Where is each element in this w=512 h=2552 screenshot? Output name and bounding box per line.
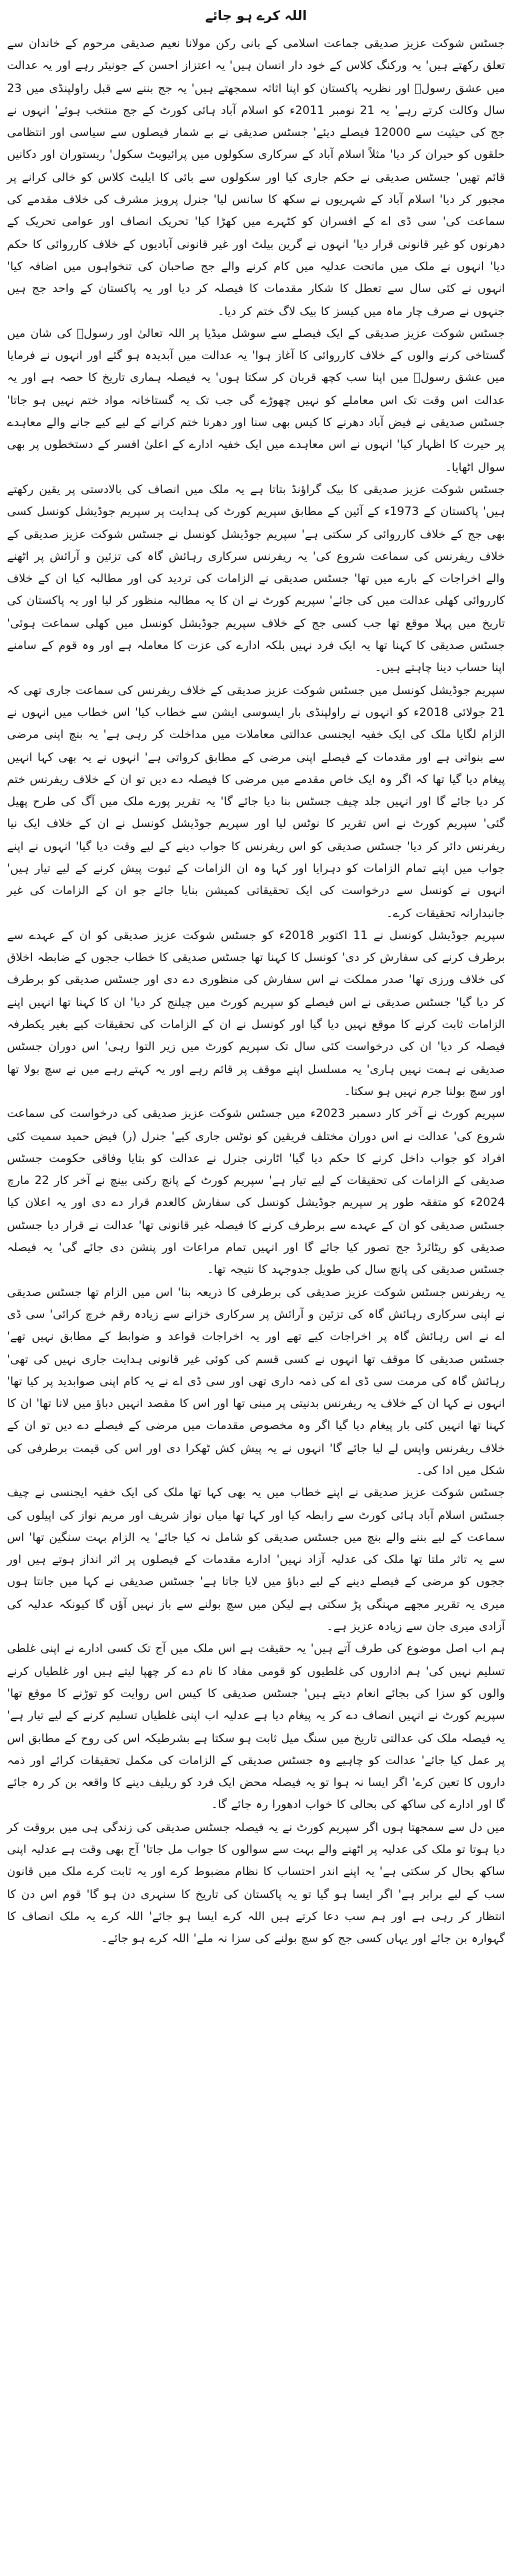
article-paragraph: سپریم جوڈیشل کونسل میں جسٹس شوکت عزیز صدیقی کے خلاف ریفرنس کی سماعت جاری تھی کہ 21 جولائی 2018ء کو انہوں نے راولپنڈی بار ایسوسی ایشن سے خطاب کیا' اس خطاب میں انہوں نے الزام لگایا ملک کی ایک خفیہ ایجنسی عدالتی معاملات میں مداخلت کر رہی ہے' یہ بنچ اپنی مرضی سے بنواتی ہے اور مقدمات کے فیصلے اپنی مرضی کے مطابق کرواتی ہے' انہوں نے یہ بھی کہا انہیں پیغام دیا گیا تھا کہ اگر وہ ایک خاص مقدمے میں مرضی کا فیصلہ دے دیں تو ان کے خلاف ریفرنس ختم کر دیا جائے گا اور انہیں جلد چیف جسٹس بنا دیا جائے گا' یہ تقریر پورے ملک میں آگ کی طرح پھیل گئی' سپریم کورٹ نے اس تقریر کا نوٹس لیا اور سپریم جوڈیشل کونسل نے ان کے خلاف ایک نیا ریفرنس دائر کر دیا' جسٹس صدیقی کو اس ریفرنس کا جواب دینے کے لیے وقت دیا گیا' انہوں نے اپنے جواب میں اپنے تمام الزامات کو دہرایا اور کہا وہ ان الزامات کے ثبوت پیش کرنے کے لیے تیار ہیں' انہوں نے کونسل سے درخواست کی ایک تحقیقاتی کمیشن بنایا جائے جو ان کے الزامات کی غیر جانبدارانہ تحقیقات کرے۔ [7, 682, 505, 920]
article-paragraph: یہ ریفرنس جسٹس شوکت عزیز صدیقی کی برطرفی کا ذریعہ بنا' اس میں الزام تھا جسٹس صدیقی نے اپنی سرکاری رہائش گاہ کی تزئین و آرائش پر سرکاری خزانے سے زیادہ رقم خرچ کرائی' سی ڈی اے نے اس رہائش گاہ پر اخراجات کیے تھے اور یہ اخراجات قواعد و ضوابط کے مطابق نہیں تھے' جسٹس صدیقی کا موقف تھا انہوں نے کسی قسم کی کوئی غیر قانونی ہدایت جاری نہیں کی تھی' رہائش گاہ کی مرمت سی ڈی اے کی ذمہ داری تھی اور سی ڈی اے نے یہ کام اپنی صوابدید پر کیا تھا' انہوں نے کہا ان کے خلاف یہ ریفرنس بدنیتی پر مبنی تھا اور اس کا مقصد انہیں دباؤ میں لانا تھا' ان کا کہنا تھا انہیں کئی بار پیغام دیا گیا اگر وہ مخصوص مقدمات میں مرضی کے فیصلے دے دیں تو ان کے خلاف ریفرنس واپس لے لیا جائے گا' انہوں نے یہ پیش کش ٹھکرا دی اور اس کی قیمت برطرفی کی شکل میں ادا کی۔ [7, 1284, 505, 1477]
article-body [7, 32, 505, 1950]
article-paragraph: سپریم کورٹ نے آخر کار دسمبر 2023ء میں جسٹس شوکت عزیز صدیقی کی درخواست کی سماعت شروع کی' عدالت نے اس دوران مختلف فریقین کو نوٹس جاری کیے' جنرل (ر) فیض حمید سمیت کئی افراد کو جواب داخل کرنے کا حکم دیا گیا' اٹارنی جنرل نے عدالت کو بتایا وفاقی حکومت جسٹس صدیقی کے الزامات کی تحقیقات کے لیے تیار ہے' سپریم کورٹ کے پانچ رکنی بینچ نے آخر کار 22 مارچ 2024ء کو متفقہ طور پر سپریم جوڈیشل کونسل کی سفارش کالعدم قرار دے دی اور یہ اعلان کیا جسٹس صدیقی کو ان کے عہدے سے برطرف کرنے کا فیصلہ غیر قانونی تھا' عدالت نے قرار دیا جسٹس صدیقی کو ریٹائرڈ جج تصور کیا جائے گا اور انہیں تمام مراعات اور پنشن دی جائے گی' یہ فیصلہ جسٹس صدیقی کی پانچ سال کی طویل جدوجہد کا نتیجہ تھا۔ [7, 1106, 506, 1277]
article-paragraph: جسٹس شوکت عزیز صدیقی کے ایک فیصلے سے سوشل میڈیا پر اللہ تعالیٰ اور رسولؐ کی شان میں گستاخی کرنے والوں کے خلاف کارروائی کا آغاز ہوا' یہ عدالت میں آبدیدہ ہو گئے اور انہوں نے فرمایا میں عشق رسولؐ میں اپنا سب کچھ قربان کر سکتا ہوں' یہ فیصلہ ہماری تاریخ کا حصہ ہے اور یہ عدالت اس وقت تک اس معاملے کو نہیں چھوڑے گی جب تک یہ گستاخانہ مواد ختم نہیں ہو جاتا' جسٹس صدیقی نے فیض آباد دھرنے کا کیس بھی سنا اور دھرنا ختم کرانے کے لیے کیے جانے والے معاہدے پر حیرت کا اظہار کیا' انہوں نے اس معاہدے میں ایک خفیہ ادارے کے اعلیٰ افسر کے دستخطوں پر بھی سوال اٹھایا۔ [7, 325, 505, 474]
article-paragraph: میں دل سے سمجھتا ہوں اگر سپریم کورٹ نے یہ فیصلہ جسٹس صدیقی کی زندگی ہی میں بروقت کر دیا ہوتا تو ملک کی عدلیہ پر اٹھنے والے بہت سے سوالوں کا جواب مل جاتا' آج بھی وقت ہے عدلیہ اپنی ساکھ بحال کر سکتی ہے' یہ اپنے اندر احتساب کا نظام مضبوط کرے اور یہ ثابت کرے ملک میں قانون سب کے لیے برابر ہے' اگر ایسا ہو گیا تو یہ پاکستان کی تاریخ کا سنہری دن ہو گا' قوم اس دن کا انتظار کر رہی ہے اور ہم سب دعا کرتے ہیں اللہ کرے ایسا ہو جائے' اللہ کرے یہ ملک انصاف کا گہوارہ بن جائے اور یہاں کسی جج کو سچ بولنے کی سزا نہ ملے' اللہ کرے ہو جائے۔ [7, 1819, 505, 1946]
article-paragraph: جسٹس شوکت عزیز صدیقی نے اپنے خطاب میں یہ بھی کہا تھا ملک کی ایک خفیہ ایجنسی نے چیف جسٹس اسلام آباد ہائی کورٹ سے رابطہ کیا اور کہا تھا میاں نواز شریف اور مریم نواز کی اپیلوں کی سماعت کے لیے بننے والے بنچ میں جسٹس صدیقی کو شامل نہ کیا جائے' یہ الزام بہت سنگین تھا' اس سے یہ تاثر ملتا تھا ملک کی عدلیہ آزاد نہیں' ادارے مقدمات کے فیصلوں پر اثر انداز ہوتے ہیں اور ججوں کو مرضی کے فیصلے دینے کے لیے دباؤ میں لایا جاتا ہے' جسٹس صدیقی نے کہا میں جانتا ہوں میری یہ تقریر مجھے مہنگی پڑ سکتی ہے لیکن میں سچ بولنے سے باز نہیں آؤں گا کیونکہ عدلیہ کی آزادی میری جان سے زیادہ عزیز ہے۔ [7, 1485, 505, 1634]
article-headline: اللہ کرے ہو جائے [205, 9, 307, 24]
article-paragraph: سپریم جوڈیشل کونسل نے 11 اکتوبر 2018ء کو جسٹس شوکت عزیز صدیقی کو ان کے عہدے سے برطرف کرنے کی سفارش کر دی' کونسل کا کہنا تھا جسٹس صدیقی کا خطاب ججوں کے ضابطہ اخلاق کی خلاف ورزی تھا' صدر مملکت نے اس سفارش کی منظوری دے دی اور جسٹس صدیقی کو برطرف کر دیا گیا' جسٹس صدیقی نے اس فیصلے کو سپریم کورٹ میں چیلنج کر دیا' ان کا کہنا تھا انہیں اپنے الزامات ثابت کرنے کا موقع نہیں دیا گیا اور کونسل نے ان کے الزامات کی تحقیقات کیے بغیر یکطرفہ فیصلہ کر دیا' ان کی درخواست کئی سال تک سپریم کورٹ میں زیر التوا رہی' اس دوران جسٹس صدیقی نے ہمت نہیں ہاری' یہ مسلسل اپنے موقف پر قائم رہے اور یہ کہتے رہے میں نے سچ بولا تھا اور سچ بولنا جرم نہیں ہو سکتا۔ [7, 927, 505, 1098]
article-paragraph: ہم اب اصل موضوع کی طرف آتے ہیں' یہ حقیقت ہے اس ملک میں آج تک کسی ادارے نے اپنی غلطی تسلیم نہیں کی' ہم اداروں کی غلطیوں کو قومی مفاد کا نام دے کر چھپا لیتے ہیں اور غلطیاں کرنے والوں کو سزا کی بجائے انعام دیتے ہیں' جسٹس صدیقی کا کیس اس روایت کو توڑنے کا موقع تھا' سپریم کورٹ نے انہیں انصاف دے کر یہ پیغام دیا ہے عدلیہ اب اپنی غلطیاں تسلیم کرنے کے لیے تیار ہے' یہ فیصلہ ملک کی عدالتی تاریخ میں سنگ میل ثابت ہو سکتا ہے بشرطیکہ اس کی روح کے مطابق اس پر عمل کیا جائے' عدالت کو چاہیے وہ جسٹس صدیقی کے الزامات کی مکمل تحقیقات کرائے اور ذمہ داروں کا تعین کرے' اگر ایسا نہ ہوا تو یہ فیصلہ محض ایک فرد کو ریلیف دینے کا واقعہ بن کر رہ جائے گا اور ادارے کی ساکھ کی بحالی کا خواب ادھورا رہ جائے گا۔ [7, 1641, 505, 1812]
article-paragraph: جسٹس شوکت عزیز صدیقی کا بیک گراؤنڈ بتاتا ہے یہ ملک میں انصاف کی بالادستی پر یقین رکھتے ہیں' پاکستان کے 1973ء کے آئین کے مطابق سپریم کورٹ کی ہدایت پر سپریم جوڈیشل کونسل کسی بھی جج کے خلاف کارروائی کر سکتی ہے' سپریم جوڈیشل کونسل نے جسٹس شوکت عزیز صدیقی کے خلاف ریفرنس کی سماعت شروع کی' یہ ریفرنس سرکاری رہائش گاہ کی تزئین و آرائش پر اٹھنے والے اخراجات کے بارے میں تھا' جسٹس صدیقی نے الزامات کی تردید کی اور مطالبہ کیا ان کے خلاف کارروائی کھلی عدالت میں کی جائے' سپریم کورٹ نے ان کا یہ مطالبہ منظور کر لیا اور یہ پاکستان کی تاریخ میں پہلا موقع تھا جب کسی جج کے خلاف سپریم جوڈیشل کونسل میں کھلی سماعت ہوئی' جسٹس صدیقی کا کہنا تھا یہ ایک فرد نہیں بلکہ ادارے کی عزت کا معاملہ ہے اور وہ قوم کے سامنے اپنا حساب دینا چاہتے ہیں۔ [7, 481, 505, 675]
article-paragraph: جسٹس شوکت عزیز صدیقی جماعت اسلامی کے بانی رکن مولانا نعیم صدیقی مرحوم کے خاندان سے تعلق رکھتے ہیں' یہ ورکنگ کلاس کے خود دار انسان ہیں' یہ اعتزاز احسن کے جونیئر رہے اور یہ عدالت میں عشق رسولؐ اور نظریہ پاکستان کو اپنا اثاثہ سمجھتے ہیں' یہ جج بننے سے قبل راولپنڈی میں 23 سال وکالت کرتے رہے' یہ 21 نومبر 2011ء کو اسلام آباد ہائی کورٹ کے جج منتخب ہوئے' انہوں نے جج کی حیثیت سے 12000 فیصلے دیئے' جسٹس صدیقی نے بے شمار فیصلوں سے سیاسی اور انتظامی حلقوں کو حیران کر دیا' مثلاً اسلام آباد کے سرکاری سکولوں میں پرائیویٹ سکول' ریستوران اور دکانیں قائم تھیں' جسٹس صدیقی نے حکم جاری کیا اور سکولوں سے بائی کا ایلیٹ کلاس کو خالی کرانے پر مجبور کر دیا' اسلام آباد کے شہریوں نے سکھ کا سانس لیا' جنرل پرویز مشرف کی خلاف مقدمے کی سماعت کی' سی ڈی اے کے افسران کو کٹہرے میں کھڑا کیا' تحریک انصاف اور عوامی تحریک کے دھرنوں کو غیر قانونی قرار دیا' انہوں نے گرین بیلٹ اور غیر قانونی آبادیوں کے خلاف کارروائی کا حکم دیا' انہوں نے ملک میں ماتحت عدلیہ میں کام کرنے والے جج صاحبان کی تنخواہوں میں اضافہ کیا' انہوں نے کئی سال سے تعطل کا شکار مقدمات کا فیصلہ کر دیا اور یہ پاکستان کے واحد جج ہیں جنہوں نے صرف چار ماہ میں کیسز کا بیک لاگ ختم کر دیا۔ [7, 36, 505, 318]
